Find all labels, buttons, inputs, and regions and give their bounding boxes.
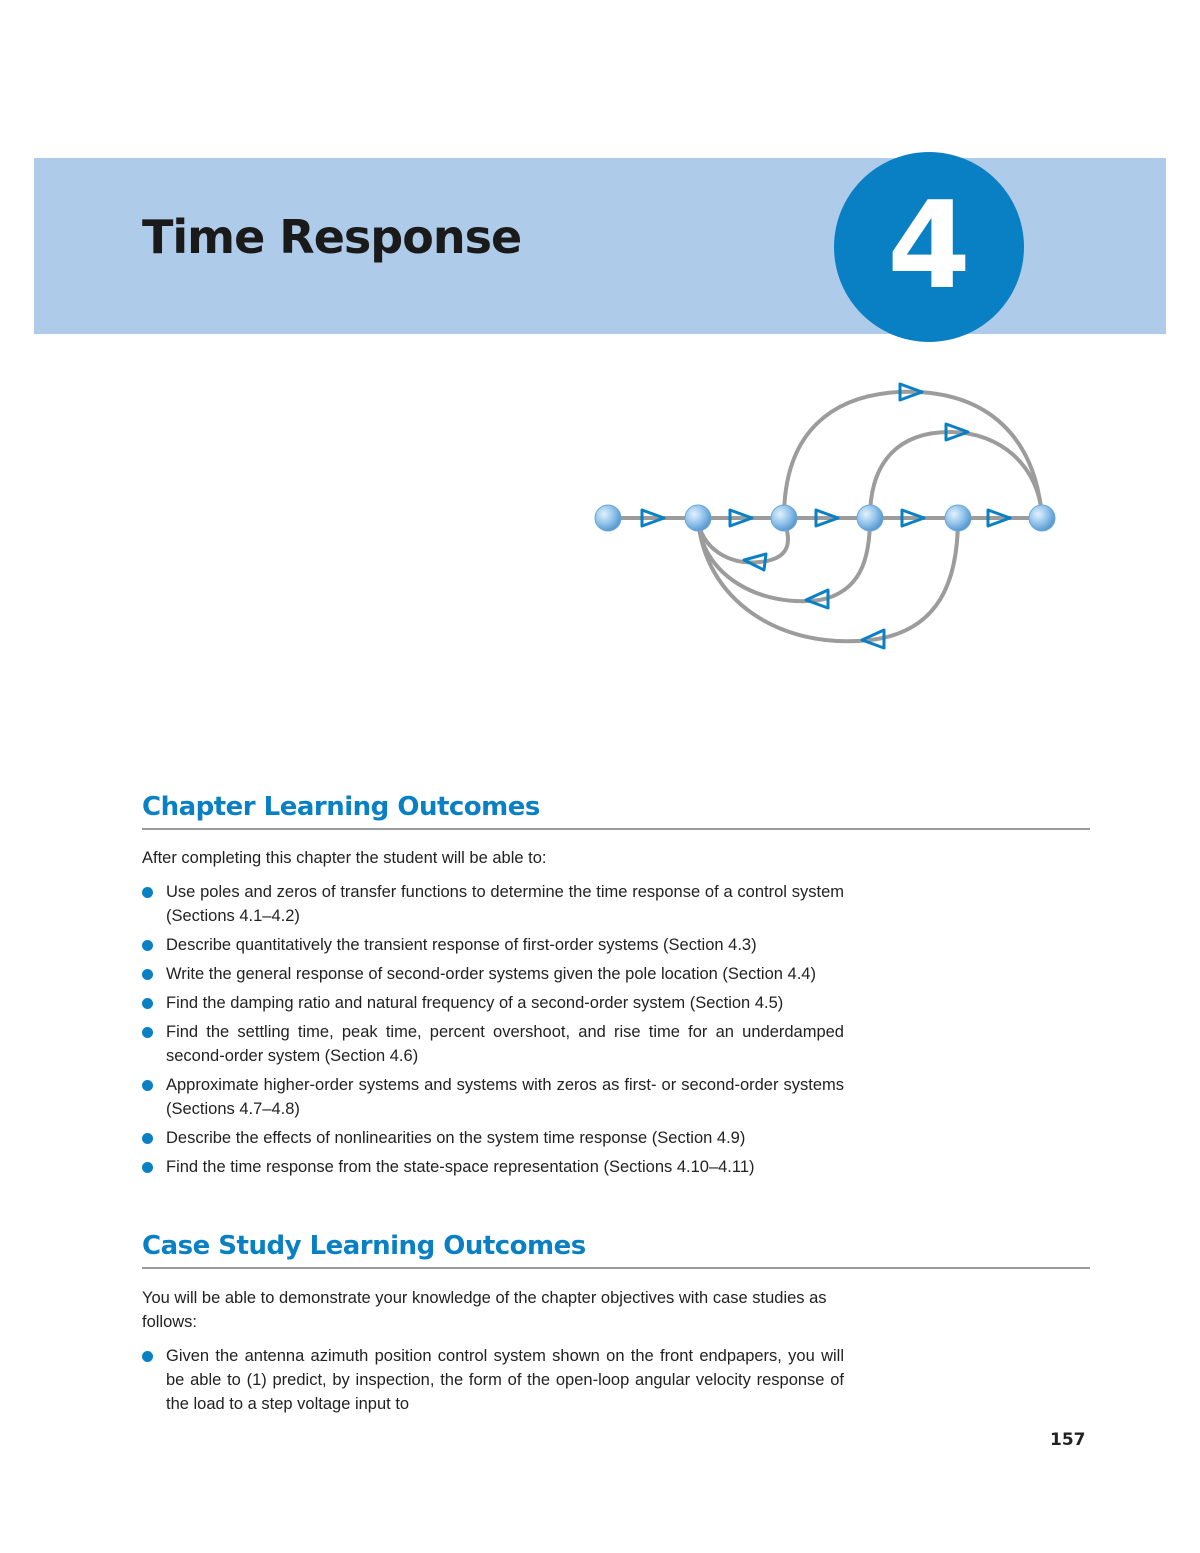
list-item-text: Describe the effects of nonlinearities on the system time response (Section 4.9) — [166, 1129, 746, 1147]
section-divider — [142, 1267, 1090, 1269]
signal-flow-graph-illustration — [590, 378, 1060, 650]
list-item-text: Approximate higher-order systems and systems with zeros as first- or second-order systems (Sections 4.7–4.8) — [166, 1076, 844, 1118]
list-item-text: Describe quantitatively the transient response of first-order systems (Section 4.3) — [166, 936, 757, 954]
graph-node — [595, 505, 621, 531]
section-divider — [142, 828, 1090, 830]
bullet-icon — [142, 1027, 153, 1038]
chapter-number-badge — [834, 152, 1024, 342]
bullet-icon — [142, 1080, 153, 1091]
list-item — [142, 1020, 844, 1068]
bullet-icon — [142, 969, 153, 980]
graph-node — [771, 505, 797, 531]
list-item — [142, 1155, 844, 1179]
list-item-text: Find the settling time, peak time, percent overshoot, and rise time for an underdamped second-order system (Section 4.6) — [166, 1023, 844, 1065]
outer-feedforward-branch — [784, 392, 1042, 518]
list-item — [142, 991, 844, 1015]
chapter-outcomes-list — [142, 880, 844, 1184]
graph-node — [945, 505, 971, 531]
list-item — [142, 962, 844, 986]
bullet-icon — [142, 1133, 153, 1144]
list-item-text: Find the damping ratio and natural frequency of a second-order system (Section 4.5) — [166, 994, 784, 1012]
case-study-outcomes-intro: You will be able to demonstrate your knowledge of the chapter objectives with case studies as follows: — [142, 1289, 827, 1331]
list-item — [142, 933, 844, 957]
page-number: 157 — [1050, 1430, 1086, 1450]
chapter-title: Time Response — [142, 210, 522, 264]
graph-node — [857, 505, 883, 531]
graph-node — [1029, 505, 1055, 531]
bullet-icon — [142, 998, 153, 1009]
chapter-outcomes-intro: After completing this chapter the student will be able to: — [142, 849, 547, 867]
list-item-text: Given the antenna azimuth position control system shown on the front endpapers, you will be able to (1) predict, by inspection, the form of the open-loop angular velocity response of the load to a step voltage input to — [166, 1347, 844, 1413]
list-item — [142, 1073, 844, 1121]
bullet-icon — [142, 1162, 153, 1173]
outer-feedback-branch — [698, 518, 958, 641]
chapter-outcomes-heading: Chapter Learning Outcomes — [142, 792, 540, 822]
list-item-text: Find the time response from the state-space representation (Sections 4.10–4.11) — [166, 1158, 755, 1176]
bullet-icon — [142, 940, 153, 951]
graph-node — [685, 505, 711, 531]
list-item — [142, 1344, 844, 1416]
case-study-outcomes-list — [142, 1344, 844, 1421]
bullet-icon — [142, 1351, 153, 1362]
chapter-number: 4 — [887, 177, 971, 316]
bullet-icon — [142, 887, 153, 898]
list-item-text: Use poles and zeros of transfer functions to determine the time response of a control system (Sections 4.1–4.2) — [166, 883, 844, 925]
case-study-outcomes-heading: Case Study Learning Outcomes — [142, 1231, 586, 1261]
list-item — [142, 1126, 844, 1150]
list-item — [142, 880, 844, 928]
list-item-text: Write the general response of second-order systems given the pole location (Section 4.4) — [166, 965, 816, 983]
